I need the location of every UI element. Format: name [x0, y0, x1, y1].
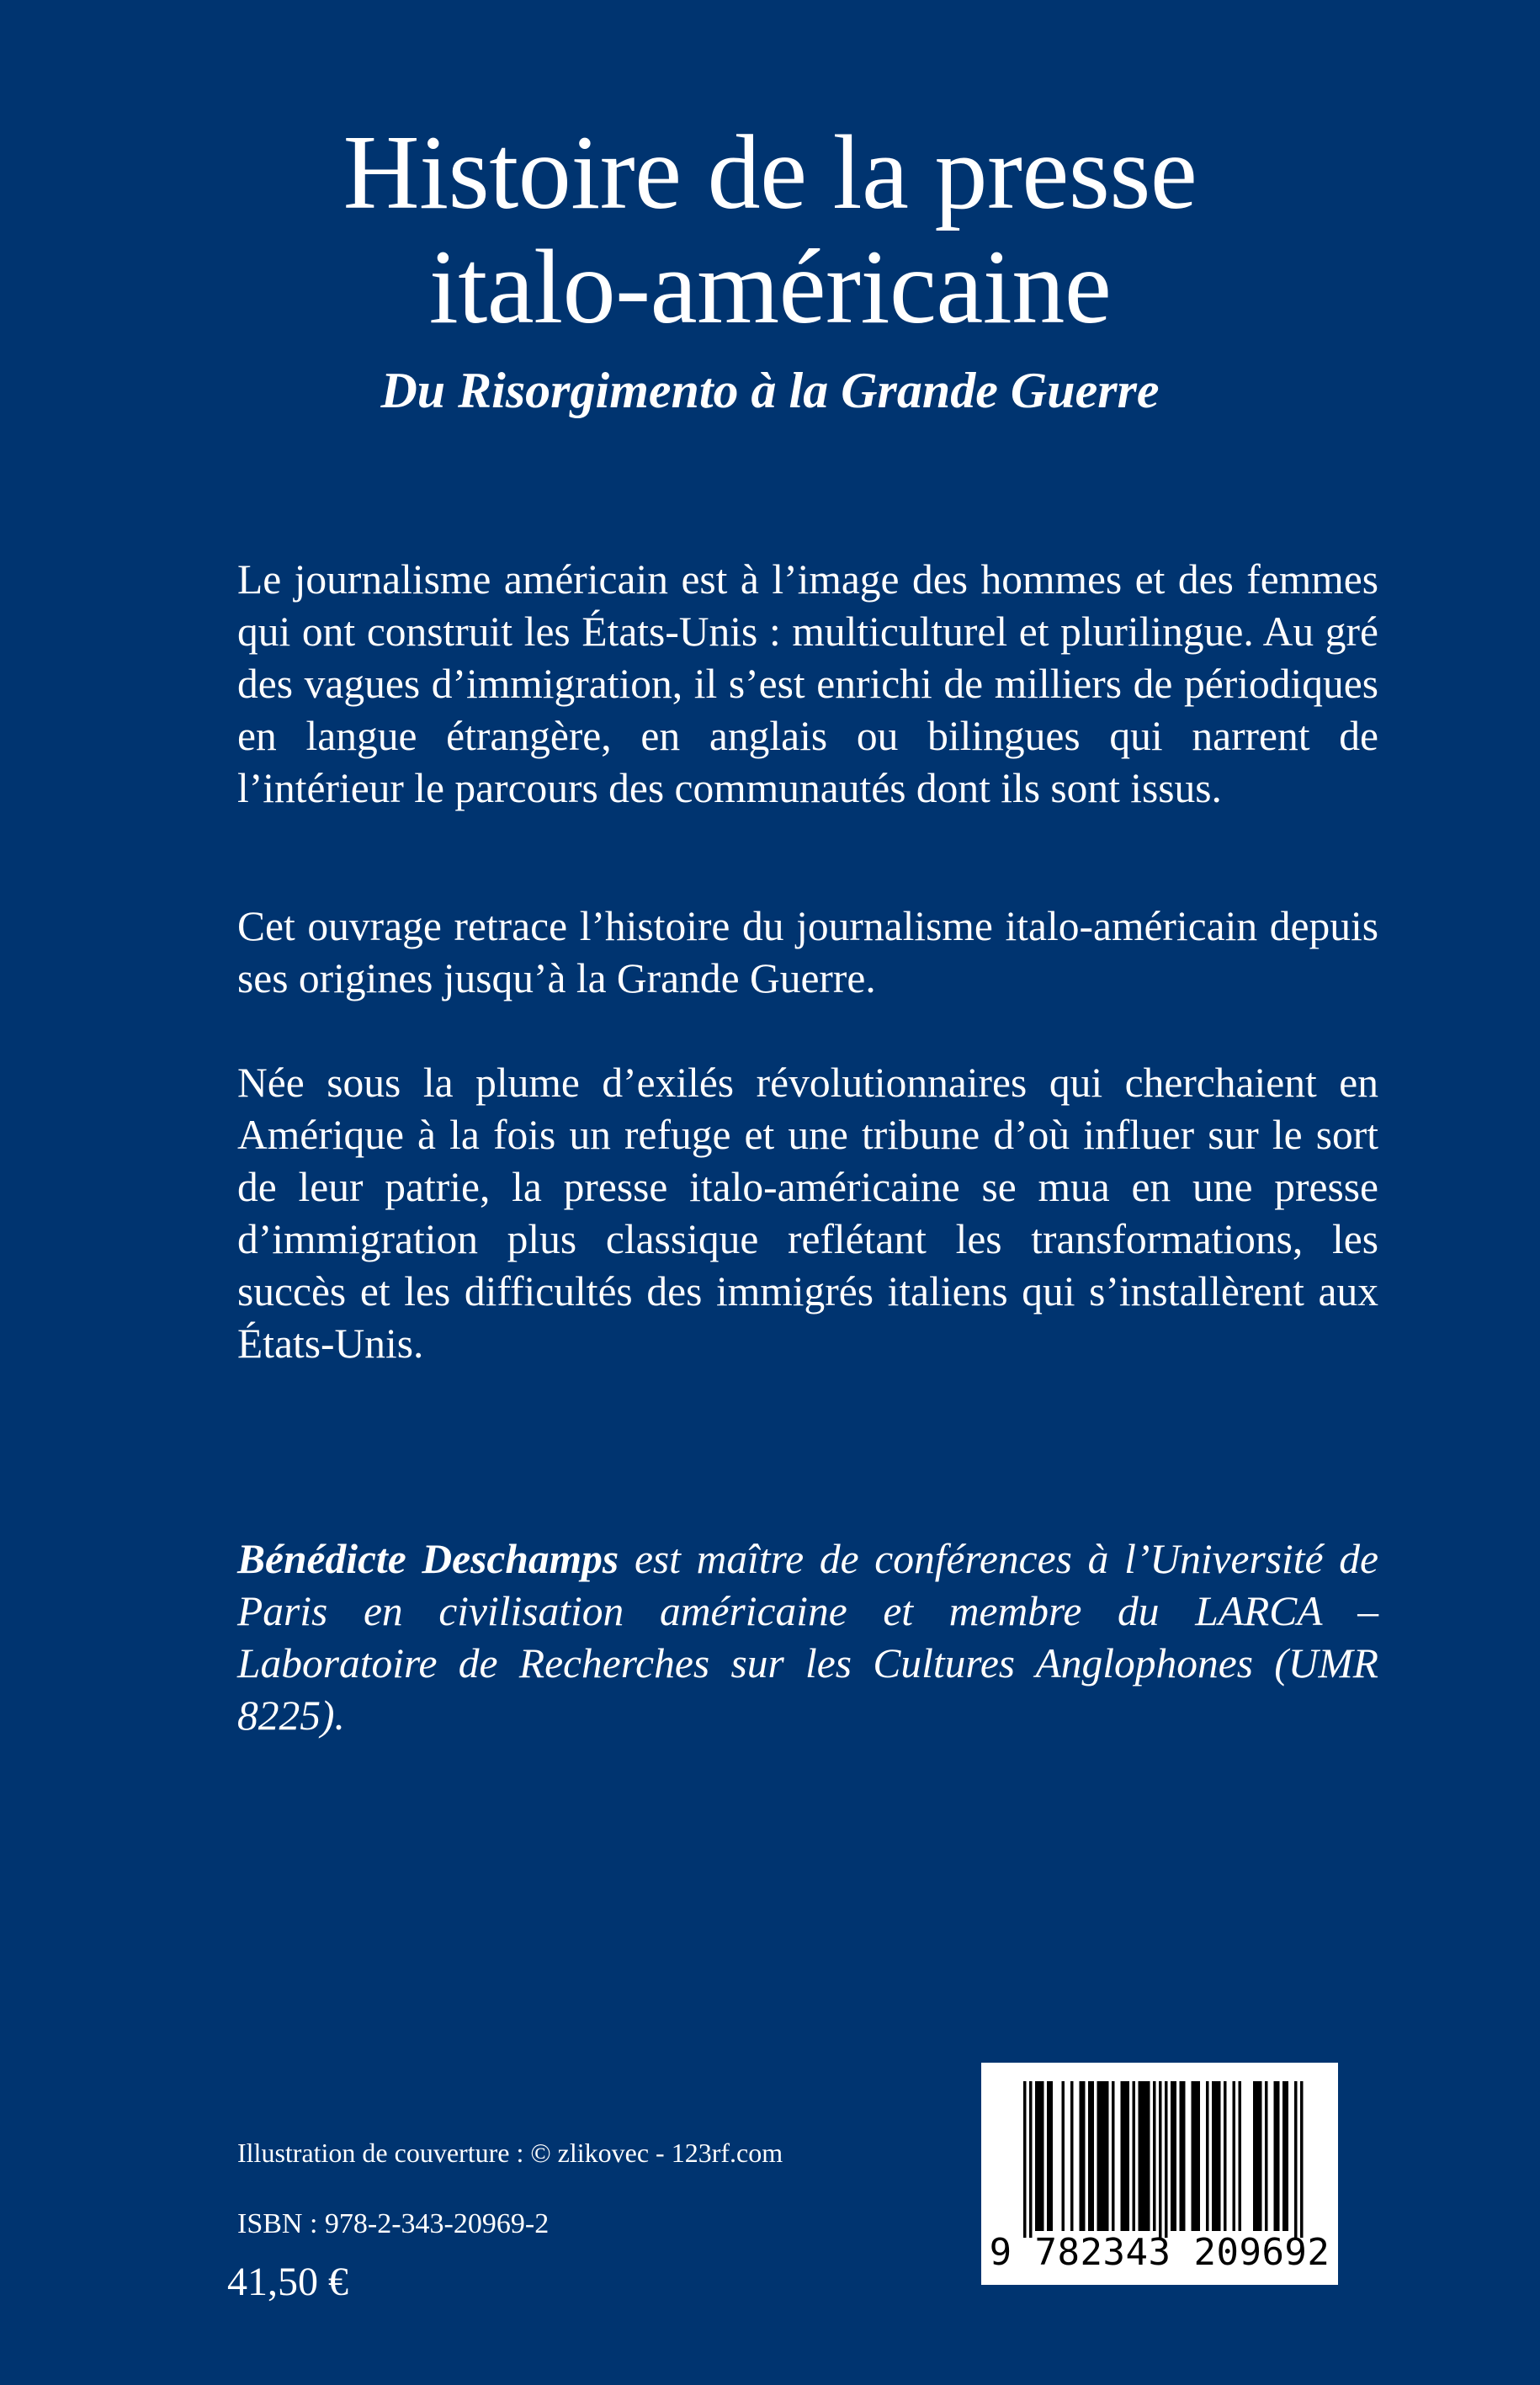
barcode-bar	[1070, 2081, 1074, 2231]
barcode-bar	[1088, 2081, 1091, 2231]
barcode-bar	[1224, 2081, 1227, 2231]
barcode-bar	[1082, 2081, 1086, 2231]
blurb-paragraph-3: Née sous la plume d’exilés révolutionnaires qui cherchaient en Amérique à la fois un refuge et une tribune d’où influer sur le sort de leur patrie, la presse italo-américaine se mua en une presse d’immigration plus classique reflétant les transformations, les succès et les difficultés des immigrés italiens qui s’installèrent aux États-Unis.	[237, 1060, 1378, 1367]
barcode-bar	[1123, 2081, 1127, 2231]
barcode-bar	[1091, 2081, 1095, 2231]
isbn: ISBN : 978-2-343-20969-2	[237, 2208, 550, 2239]
illustration-credit: Illustration de couverture : © zlikovec - 123rf.com	[237, 2138, 783, 2168]
barcode-digits: 9 782343 209692	[989, 2231, 1330, 2274]
barcode-bar	[1197, 2081, 1201, 2231]
author-name: Bénédicte Deschamps	[237, 1536, 619, 1582]
barcode-bar	[1041, 2081, 1044, 2231]
barcode-bar	[1106, 2081, 1109, 2231]
barcode-bar	[1159, 2081, 1162, 2238]
title-block	[0, 116, 1540, 421]
barcode-bar	[1139, 2081, 1142, 2231]
barcode-bar	[1253, 2081, 1256, 2231]
barcode-bar	[1256, 2081, 1260, 2231]
barcode-bar	[1112, 2081, 1115, 2231]
barcode-bar	[1165, 2081, 1168, 2238]
barcode-bar	[1282, 2081, 1286, 2231]
book-title-line-2: italo-américaine	[428, 229, 1112, 346]
barcode-bar	[1047, 2081, 1050, 2231]
barcode-bar	[1103, 2081, 1107, 2231]
barcode-bar	[1141, 2081, 1144, 2231]
barcode-bar	[1023, 2081, 1027, 2238]
barcode-bar	[1192, 2081, 1195, 2231]
barcode-bar	[1194, 2081, 1197, 2231]
barcode-bar	[1294, 2081, 1298, 2238]
barcode-bar	[1097, 2081, 1101, 2231]
barcode-bar	[1147, 2081, 1150, 2231]
barcode-bar	[1100, 2081, 1103, 2231]
barcode	[981, 2063, 1338, 2285]
barcode-bar	[1144, 2081, 1148, 2231]
barcode-bar	[1050, 2081, 1054, 2231]
barcode-bar	[1180, 2081, 1183, 2231]
barcode-bar	[1218, 2081, 1221, 2231]
barcode-bar	[1038, 2081, 1042, 2231]
barcode-bar	[1286, 2081, 1289, 2231]
barcode-bar	[1182, 2081, 1186, 2231]
barcode-bar	[1277, 2081, 1280, 2231]
barcode-bar	[1274, 2081, 1277, 2231]
barcode-bar	[1035, 2081, 1038, 2231]
barcode-bar	[1259, 2081, 1262, 2231]
price: 41,50 €	[227, 2260, 348, 2304]
barcode-bar	[1233, 2081, 1236, 2231]
barcode-bar	[1174, 2081, 1177, 2231]
barcode-bar	[1265, 2081, 1268, 2231]
barcode-bar	[1300, 2081, 1304, 2238]
blurb-paragraph-2: Cet ouvrage retrace l’histoire du journalisme italo-américain depuis ses origines jusqu’à la Grande Guerre.	[237, 903, 1378, 1001]
barcode-bar	[1121, 2081, 1124, 2231]
barcode-bar	[1127, 2081, 1130, 2231]
barcode-bar	[1212, 2081, 1215, 2231]
barcode-bar	[1153, 2081, 1156, 2231]
barcode-bar	[1029, 2081, 1033, 2238]
blurb-paragraph-1: Le journalisme américain est à l’image des hommes et des femmes qui ont construit les États-Unis : multiculturel et plurilingue. Au gré des vagues d’immigration, il s’est enrichi de milliers de périodiques en langue étrangère, en anglais ou bilingues qui narrent de l’intérieur le parcours des communautés dont ils sont issus.	[237, 556, 1378, 811]
barcode-bar	[1206, 2081, 1209, 2231]
barcode-bar	[1080, 2081, 1083, 2231]
barcode-bar	[1171, 2081, 1174, 2231]
barcode-bar	[1133, 2081, 1136, 2231]
barcode-bar	[1062, 2081, 1065, 2231]
barcode-bar	[1215, 2081, 1219, 2231]
author-bio-text: est maître de conférences à l’Université de Paris en civilisation américaine et membre du LARCA – Laboratoire de Recherches sur les Cultures Anglophones (UMR 8225).	[237, 1536, 1378, 1739]
book-title-line-1: Histoire de la presse	[343, 114, 1197, 231]
author-bio	[237, 1533, 1378, 1742]
barcode-bar	[1239, 2081, 1242, 2231]
book-subtitle: Du Risorgimento à la Grande Guerre	[380, 363, 1160, 418]
